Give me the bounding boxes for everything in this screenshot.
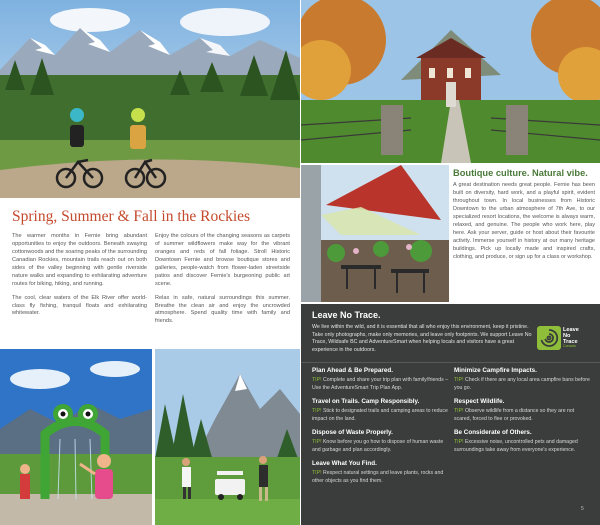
principle-plan-ahead [312, 367, 450, 392]
boutique-paragraph: A great destination needs great people. Fernie has been built on diversity, hard work, and a playful spirit, evident throughout town. In local businesses from Historic Downtown to the urban atmosphere of 7th Ave, to our specialized resort locations, the welcome is always warm, relaxed, and genuine. The people who work here, play here. Ask your server, guide or host about their favourite activity. Immerse yourself in history at our many heritage buildings. Pick up locally made and inspired crafts, clothing, and produce, or sign up for a class or workshop. [453, 182, 595, 260]
article-column-1 [12, 233, 147, 324]
principle-title: Dispose of Waste Properly. [312, 429, 393, 437]
principle-tip [312, 439, 450, 454]
tip-label: TIP! [454, 439, 464, 446]
photo-splash-park [0, 349, 152, 525]
tip-label: TIP! [454, 377, 464, 383]
principle-tip [454, 377, 592, 392]
leave-no-trace-logo-text [563, 327, 597, 349]
principle-tip [312, 470, 450, 485]
article-paragraph: Relax in safe, natural surroundings this summer. Breathe the clean air and enjoy the uncrowded atmosphere. Spend quality time with family and friends. [155, 294, 290, 325]
tip-text: Observe wildlife from a distance so they are not scared, forced to flee or provoked. [454, 408, 575, 422]
tip-label: TIP! [454, 408, 464, 415]
leave-no-trace-logo [537, 326, 597, 352]
page-number: 5 [581, 506, 584, 512]
tip-text: Excessive noise, uncontrolled pets and damaged surroundings take away from everyone's experience. [454, 439, 578, 453]
leave-no-trace-title: Leave No Trace. [312, 310, 381, 320]
section-title-boutique-culture: Boutique culture. Natural vibe. [453, 168, 588, 178]
principle-travel-on-trails [312, 398, 450, 423]
leave-no-trace-intro: We live within the wild, and it is essential that all who enjoy this environment, keep it pristine. Take only photographs, make only memories, and leave only footprints. We support Leave No Trace, Wildsafe BC and AdventureSmart when helping locals and visitors have a great experience in the outdoors. [312, 324, 532, 354]
principle-minimize-campfire [454, 367, 592, 392]
principle-leave-what-you-find [312, 460, 450, 485]
principles-column-right [454, 367, 592, 460]
article-paragraph: Enjoy the colours of the changing seasons as carpets of summer wildflowers make way for the vibrant oranges and reds of fall foliage. Stroll Historic Downtown Fernie and browse boutique stores and galleries, people-watch from flower-laden streetside patios and discover Fernie's burgeoning public art scene. [155, 233, 290, 287]
section-title-spring-summer-fall: Spring, Summer & Fall in the Rockies [12, 208, 251, 225]
principle-tip [454, 408, 592, 423]
article-paragraph: The warmer months in Fernie bring abundant opportunities to enjoy the outdoors. Beneath swaying cottonwoods and the soaring peaks of the surrounding Canadian Rockies, mountain trails reach out on both sides of the valley beginning with gentle riverside nature walks and expanding to exhilarating adventure routes for biking, hiking, and running. [12, 233, 147, 287]
principle-title: Leave What You Find. [312, 460, 377, 468]
principle-title: Travel on Trails. Camp Responsibly. [312, 398, 420, 406]
logo-line-2: No [563, 333, 571, 340]
photo-historic-courthouse [301, 0, 600, 163]
principle-title: Minimize Campfire Impacts. [454, 367, 537, 374]
principle-tip [454, 439, 592, 454]
tip-label: TIP! [312, 439, 322, 446]
tip-label: TIP! [312, 377, 322, 383]
principle-respect-wildlife [454, 398, 592, 423]
logo-line-3: Trace [563, 339, 578, 346]
tip-label: TIP! [312, 470, 322, 477]
photo-golf-course [155, 349, 300, 525]
tip-text: Complete and share your trip plan with family/friends – Use the AdventureSmart Trip Plan App. [312, 377, 449, 391]
tip-text: Know before you go how to dispose of human waste and garbage and plan accordingly. [312, 439, 444, 453]
logo-subtitle: Canada [563, 344, 576, 349]
principle-title: Respect Wildlife. [454, 398, 505, 406]
principle-tip [312, 408, 450, 423]
photo-patio-shade-sails [301, 165, 449, 302]
principle-title: Plan Ahead & Be Prepared. [312, 367, 393, 374]
logo-line-1: Leave [563, 327, 579, 333]
tip-text: Check if there are any local area campfire bans before you go. [454, 377, 590, 391]
leave-no-trace-panel [301, 304, 600, 525]
principle-tip [312, 377, 450, 392]
tip-label: TIP! [312, 408, 322, 415]
tip-text: Respect natural settings and leave plants, rocks and other objects as you find them. [312, 470, 444, 484]
leave-no-trace-spiral-icon [537, 326, 561, 350]
principles-column-left [312, 367, 450, 491]
principle-title: Be Considerate of Others. [454, 429, 532, 437]
tip-text: Stick to designated trails and camping areas to reduce impact on the land. [312, 408, 448, 422]
article-column-2 [155, 233, 290, 332]
principle-be-considerate [454, 429, 592, 454]
divider [301, 362, 600, 363]
article-paragraph: The cool, clear waters of the Elk River offer world-class fly fishing, tranquil floats and exhilarating whitewater. [12, 294, 147, 317]
photo-kids-biking [0, 0, 300, 198]
principle-dispose-of-waste [312, 429, 450, 454]
